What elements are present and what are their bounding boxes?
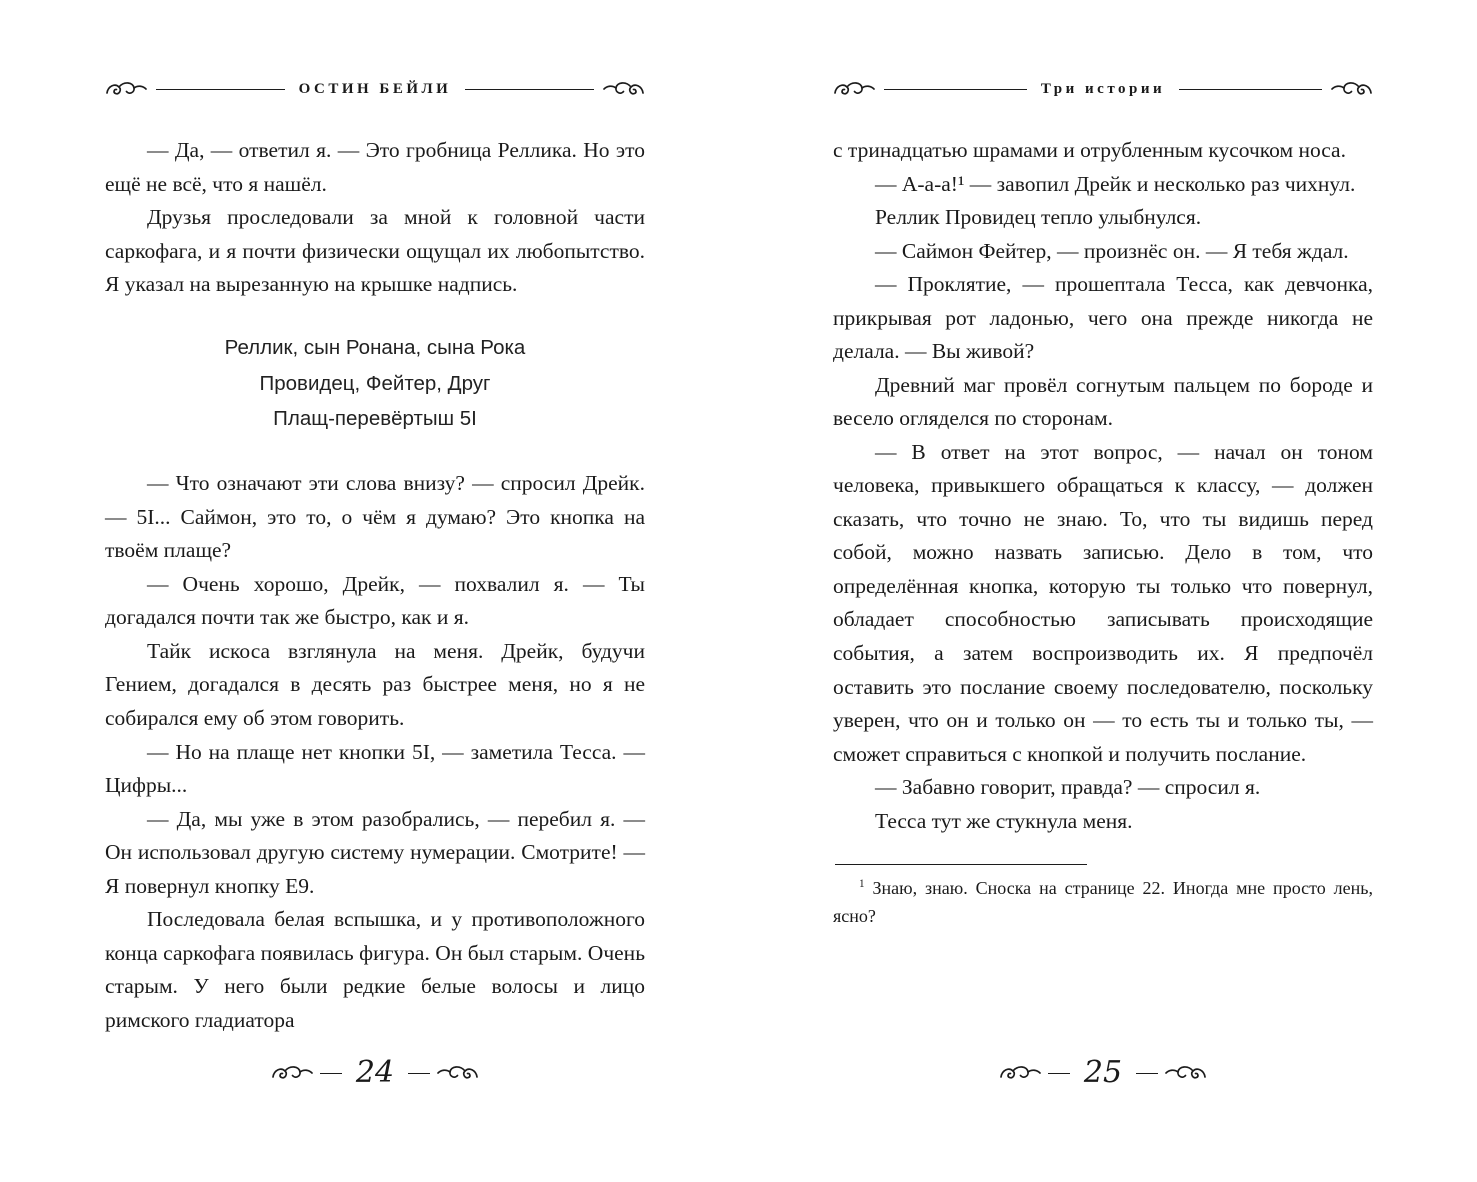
paragraph: — В ответ на этот вопрос, — начал он тоном человека, привыкшего обращаться к классу, — должен сказать, что точно не знаю. То, что ты видишь перед собой, можно назвать записью. Дело в том, что определённая кнопка, которую ты только что повернул, обладает способностью записывать происходящие события, а затем воспроизводить их. Я предпочёл оставить это послание своему последователю, поскольку уверен, что он и только он — то есть ты и только ты, — сможет справиться с кнопкой и получить послание. (833, 439, 1373, 766)
paragraph: Древний маг провёл согнутым пальцем по бороде и весело огляделся по сторонам. (833, 372, 1373, 431)
paragraph: Тайк искоса взглянула на меня. Дрейк, будучи Гением, догадался в десять раз быстрее меня, но я не собирался ему об этом говорить. (105, 638, 645, 730)
page-body-left (105, 134, 645, 1037)
footnote-separator (835, 864, 1087, 865)
paragraph: — Да, мы уже в этом разобрались, — перебил я. — Он использовал другую систему нумерации. Смотрите! — Я повернул кнопку Е9. (105, 806, 645, 898)
paragraph: — А-а-а!¹ — завопил Дрейк и несколько раз чихнул. (875, 171, 1356, 196)
scroll-flourish-icon (602, 80, 645, 98)
inscription-line: Плащ-перевёртыш 5I (273, 407, 477, 431)
scroll-flourish-icon (1164, 1064, 1207, 1082)
folio-left (105, 1055, 645, 1090)
header-rule (884, 89, 1027, 90)
footnote: $^1$ Знаю, знаю. Сноска на странице 22. Иногда мне просто лень, ясно? (833, 878, 1373, 927)
paragraph: с тринадцатью шрамами и отрубленным кусочком носа. (833, 138, 1346, 162)
page-body-right (833, 134, 1373, 931)
header-rule (465, 89, 594, 90)
folio-rule (320, 1073, 342, 1074)
folio-rule (1136, 1073, 1158, 1074)
scroll-flourish-icon (999, 1064, 1042, 1082)
paragraph: — Забавно говорит, правда? — спросил я. (875, 775, 1261, 800)
scroll-flourish-icon (436, 1064, 479, 1082)
paragraph: — Что означают эти слова внизу? — спросил Дрейк. — 5I... Саймон, это то, о чём я думаю? Это кнопка на твоём плаще? (105, 471, 645, 563)
inscription-line: Провидец, Фейтер, Друг (259, 371, 491, 395)
running-head-title: Три истории (1040, 80, 1166, 97)
running-head-title: ОСТИН БЕЙЛИ (298, 80, 452, 97)
header-rule (156, 89, 285, 90)
header-rule (1179, 89, 1322, 90)
scroll-flourish-icon (833, 80, 876, 98)
inscription-block (105, 330, 645, 438)
paragraph: — Да, — ответил я. — Это гробница Реллика. Но это ещё не всё, что я нашёл. (105, 138, 645, 196)
scroll-flourish-icon (1330, 80, 1373, 98)
paragraph: Реллик Провидец тепло улыбнулся. (875, 205, 1202, 230)
paragraph: — Саймон Фейтер, — произнёс он. — Я тебя ждал. (875, 238, 1349, 263)
page-number-right: 25 (1083, 1055, 1123, 1090)
paragraph: Друзья проследовали за мной к головной части саркофага, и я почти физически ощущал их любопытство. Я указал на вырезанную на крышке надпись. (105, 205, 645, 297)
inscription-line: Реллик, сын Ронана, сына Рока (224, 335, 526, 359)
scroll-flourish-icon (105, 80, 148, 98)
paragraph: — Проклятие, — прошептала Тесса, как девчонка, прикрывая рот ладонью, чего она прежде никогда не делала. — Вы живой? (833, 272, 1373, 364)
running-head-right (833, 80, 1373, 98)
page-right (833, 80, 1373, 931)
paragraph: — Очень хорошо, Дрейк, — похвалил я. — Ты догадался почти так же быстро, как и я. (105, 571, 645, 630)
folio-rule (408, 1073, 430, 1074)
footnote-marker: 1 (859, 878, 865, 891)
running-head-left (105, 80, 645, 98)
folio-rule (1048, 1073, 1070, 1074)
paragraph: Последовала белая вспышка, и у противоположного конца саркофага появилась фигура. Он был старым. Очень старым. У него были редкие белые волосы и лицо римского гладиатора (105, 907, 645, 1032)
page-number-left: 24 (355, 1055, 395, 1090)
page-left (105, 80, 645, 1037)
folio-right (833, 1055, 1373, 1090)
paragraph: — Но на плаще нет кнопки 5I, — заметила Тесса. — Цифры... (105, 739, 645, 798)
paragraph: Тесса тут же стукнула меня. (875, 808, 1133, 833)
scroll-flourish-icon (271, 1064, 314, 1082)
